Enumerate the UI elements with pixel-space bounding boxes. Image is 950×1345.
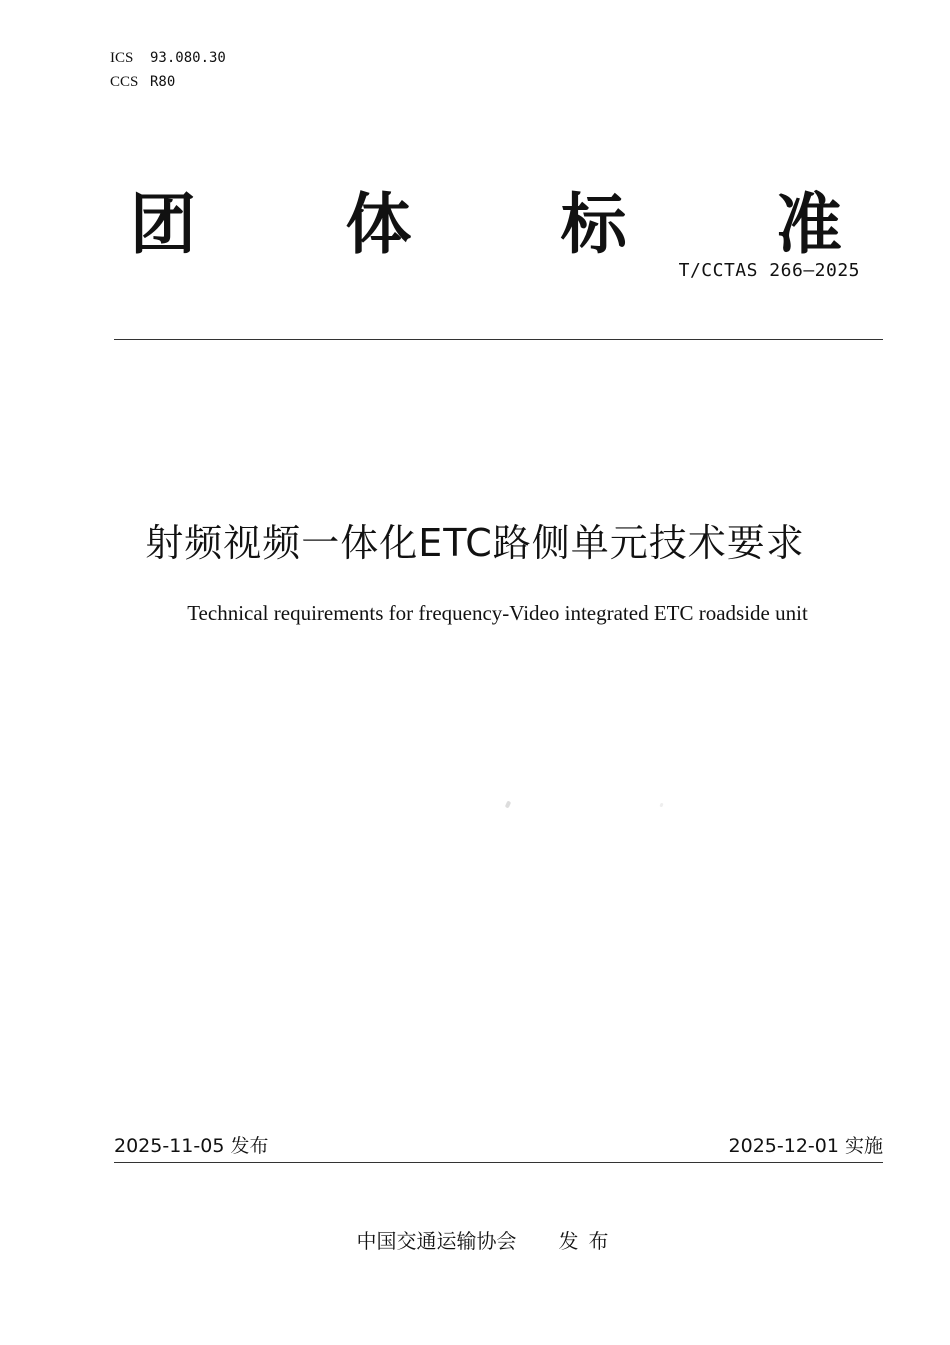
publisher-org: 中国交通运输协会 — [356, 1229, 517, 1253]
document-title-english: Technical requirements for frequency-Video integrated ETC roadside unit — [187, 601, 808, 625]
ics-row — [110, 46, 226, 70]
bottom-divider — [114, 1162, 883, 1163]
scan-speck — [505, 800, 512, 808]
ccs-label: CCS — [110, 74, 139, 90]
ccs-row — [110, 70, 226, 94]
ics-value: 93.080.30 — [150, 50, 226, 66]
ics-label: ICS — [110, 50, 134, 66]
implementation-date: 2025-12-01 实施 — [728, 1135, 883, 1157]
top-divider — [114, 339, 883, 340]
publisher-line — [0, 1226, 950, 1256]
classification-codes — [110, 46, 226, 94]
standard-type-title — [130, 185, 842, 265]
document-title-chinese: 射频视频一体化ETC路侧单元技术要求 — [145, 521, 805, 565]
ccs-value: R80 — [150, 74, 176, 90]
standard-type-char: 准 — [775, 186, 842, 263]
standard-type-char: 体 — [345, 186, 412, 263]
standard-code: T/CCTAS 266—2025 — [678, 260, 860, 281]
scan-speck — [659, 803, 663, 808]
publish-word: 发布 — [558, 1229, 619, 1253]
standard-type-char: 标 — [560, 186, 627, 263]
standard-type-char: 团 — [130, 186, 196, 263]
issue-date: 2025-11-05 发布 — [114, 1135, 269, 1157]
